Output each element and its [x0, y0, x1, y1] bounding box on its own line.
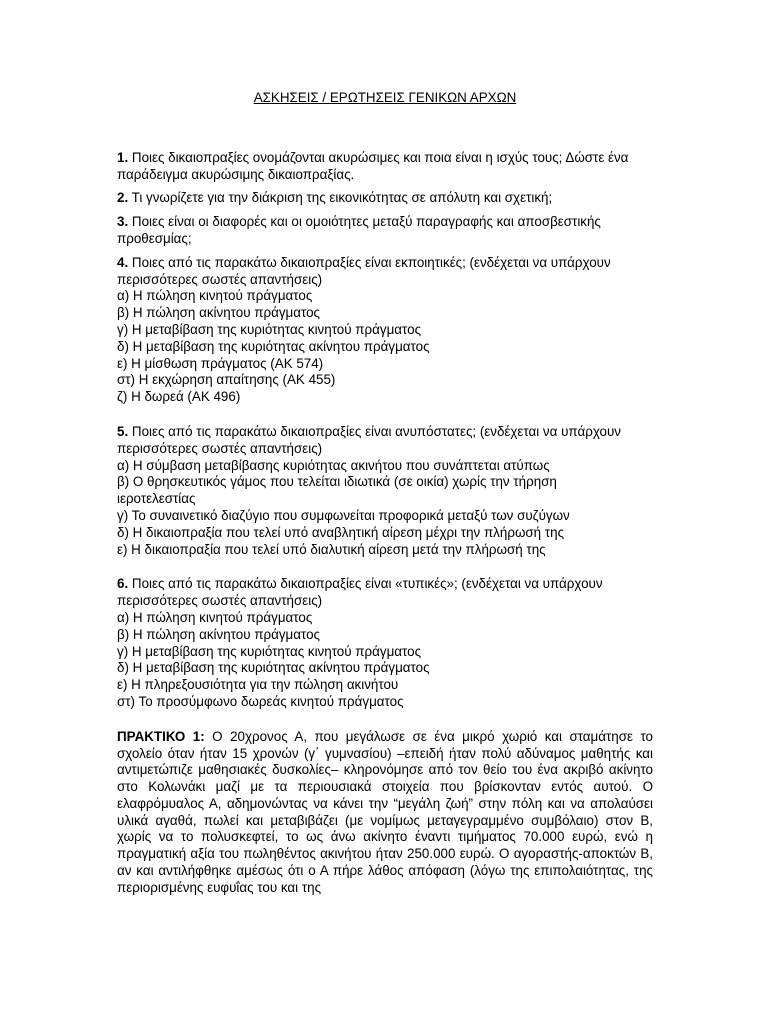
option-item: στ) Η εκχώρηση απαίτησης (ΑΚ 455) [117, 372, 336, 388]
option-item: γ) Η μεταβίβαση της κυριότητας κινητού πράγματος [117, 643, 422, 659]
question-text: Ποιες είναι οι διαφορές και οι ομοιότητες μεταξύ παραγραφής και αποσβεστικής προθεσμίας; [117, 214, 601, 246]
option-item: γ) Η μεταβίβαση της κυριότητας κινητού πράγματος [117, 321, 422, 337]
options-list [117, 458, 653, 559]
document-title: ΑΣΚΗΣΕΙΣ / ΕΡΩΤΗΣΕΙΣ ΓΕΝΙΚΩΝ ΑΡΧΩΝ [253, 90, 517, 105]
practical-label: ΠΡΑΚΤΙΚΟ 1: [117, 728, 205, 744]
question-number: 2. [117, 190, 129, 206]
option-item: δ) Η δικαιοπραξία που τελεί υπό αναβλητική αίρεση μέχρι την πλήρωσή της [117, 524, 565, 540]
question-text: Ποιες δικαιοπραξίες ονομάζονται ακυρώσιμες και ποια είναι η ισχύς τους; Δώστε ένα παράδειγμα ακυρώσιμης δικαιοπραξίας. [117, 149, 629, 182]
option-item: δ) Η μεταβίβαση της κυριότητας ακίνητου πράγματος [117, 660, 430, 676]
option-item: β) Ο θρησκευτικός γάμος που τελείται ιδιωτικά (σε οικία) χωρίς την τήρηση [117, 474, 557, 490]
option-item: α) Η πώληση κινητού πράγματος [117, 609, 313, 625]
option-item: ε) Η δικαιοπραξία που τελεί υπό διαλυτική αίρεση μετά την πλήρωσή της [117, 541, 546, 557]
question-3 [117, 214, 653, 248]
question-5 [117, 424, 653, 558]
option-item: β) Η πώληση ακίνητου πράγματος [117, 305, 320, 321]
question-text: Τι γνωρίζετε για την διάκριση της εικονικότητας σε απόλυτη και σχετική; [131, 190, 553, 206]
question-number: 5. [117, 423, 129, 439]
question-6 [117, 576, 653, 710]
question-2 [117, 190, 653, 207]
question-text: Ποιες από τις παρακάτω δικαιοπραξίες είναι ανυπόστατες; (ενδέχεται να υπάρχουν περισσότερες σωστές απαντήσεις) [117, 423, 621, 456]
question-text: Ποιες από τις παρακάτω δικαιοπραξίες είναι εκποιητικές; (ενδέχεται να υπάρχουν περισσότερες σωστές απαντήσεις) [117, 254, 611, 287]
question-text: Ποιες από τις παρακάτω δικαιοπραξίες είναι «τυπικές»; (ενδέχεται να υπάρχουν περισσότερες σωστές απαντήσεις) [117, 576, 603, 609]
question-number: 4. [117, 254, 129, 270]
document-page [117, 90, 653, 897]
option-item: δ) Η μεταβίβαση της κυριότητας ακίνητου πράγματος [117, 338, 430, 354]
practical-text: Ο 20χρονος Α, που μεγάλωσε σε ένα μικρό χωριό και σταμάτησε το σχολείο όταν ήταν 15 χρονών (γ΄ γυμνασίου) –επειδή ήταν πολύ αδύναμος μαθητής και αντιμετώπιζε μαθησιακές δυσκολίες– κληρονόμησε από τον θείο του ένα ακριβό ακίνητο στο Κολωνάκι μαζί με τα περιουσιακά στοιχεία που βρίσκονταν εντός αυτού. Ο ελαφρόμυαλος Α, αδημονώντας να κάνει την “μεγάλη ζωή” στην πόλη και να απολαύσει υλικά αγαθά, πωλεί και μεταβιβάζει (με νομίμως μεταγεγραμμένο συμβόλαιο) στον Β, χωρίς να το πολυσκεφτεί, το ως άνω ακίνητο έναντι τιμήματος 70.000 ευρώ, ενώ η πραγματική αξία του πωληθέντος ακινήτου ήταν 250.000 ευρώ. Ο αγοραστής-αποκτών Β, αν και αντιλήφθηκε αμέσως ότι ο Α πήρε λάθος απόφαση (λόγω της επιπολαιότητας, της περιορισμένης ευφυΐας του και της [117, 728, 653, 895]
option-item: γ) Το συναινετικό διαζύγιο που συμφωνείται προφορικά μεταξύ των συζύγων [117, 507, 570, 523]
question-number: 1. [117, 149, 129, 165]
option-item: ζ) Η δωρεά (ΑΚ 496) [117, 389, 241, 405]
question-number: 6. [117, 576, 129, 592]
option-item: α) Η πώληση κινητού πράγματος [117, 288, 313, 304]
question-1 [117, 150, 653, 184]
options-list [117, 610, 653, 711]
option-item: ε) Η μίσθωση πράγματος (ΑΚ 574) [117, 355, 324, 371]
question-number: 3. [117, 214, 129, 230]
option-item: ε) Η πληρεξουσιότητα για την πώληση ακινήτου [117, 677, 399, 693]
option-item: β) Η πώληση ακίνητου πράγματος [117, 626, 320, 642]
options-list [117, 288, 653, 406]
question-4 [117, 255, 653, 406]
practical-exercise-1 [117, 729, 653, 897]
option-item: στ) Το προσύμφωνο δωρεάς κινητού πράγματος [117, 693, 404, 709]
option-item: α) Η σύμβαση μεταβίβασης κυριότητας ακινήτου που συνάπτεται ατύπως [117, 457, 550, 473]
option-item: ιεροτελεστίας [117, 491, 196, 507]
